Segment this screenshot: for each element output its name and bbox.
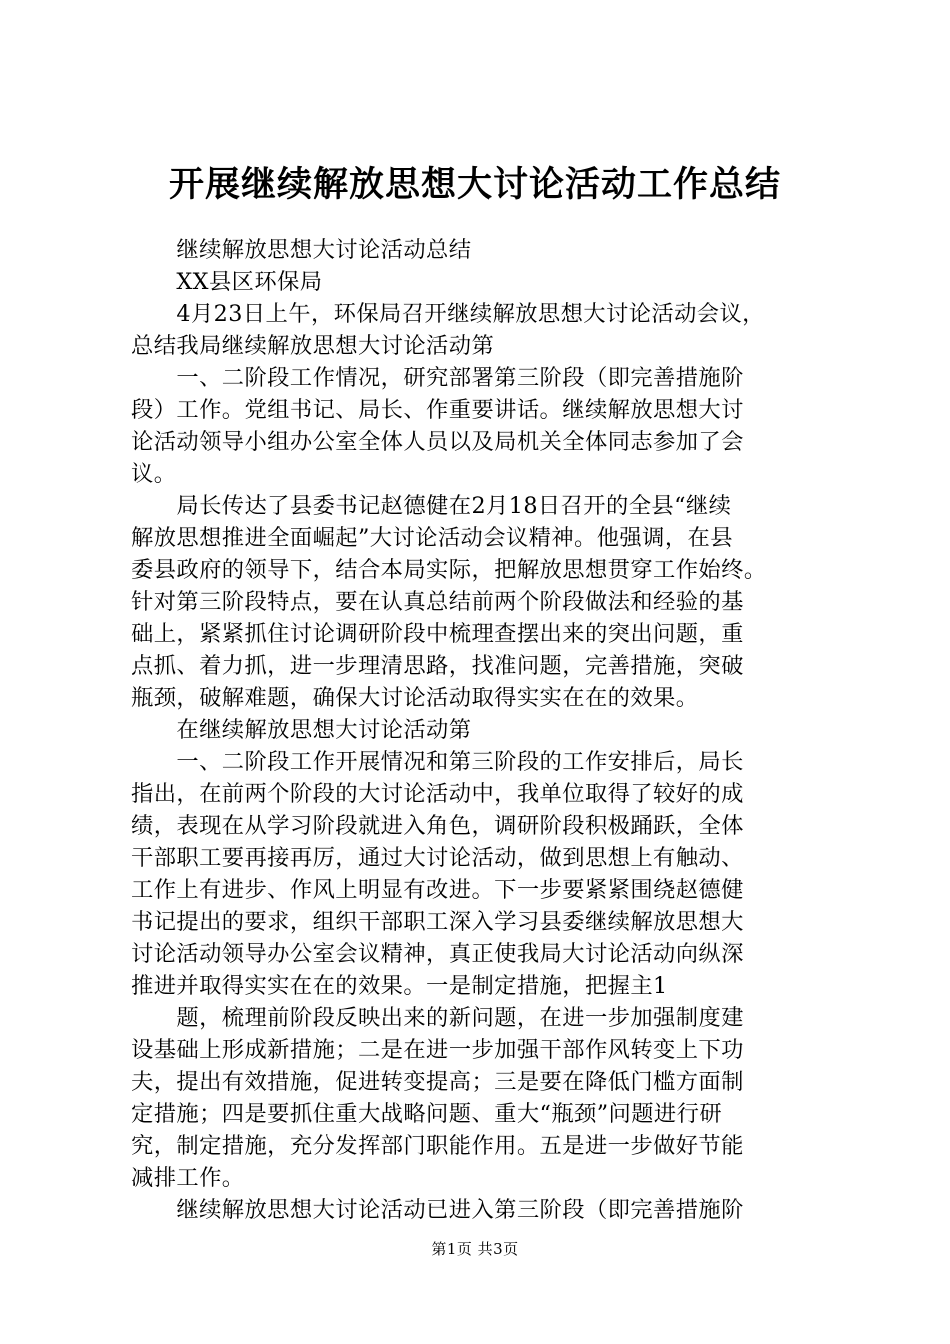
body-line: 绩，表现在从学习阶段就进入角色，调研阶段积极踊跃，全体 <box>131 813 744 839</box>
body-line: 4月23日上午，环保局召开继续解放思想大讨论活动会议， <box>131 301 765 327</box>
body-line: 论活动领导小组办公室全体人员以及局机关全体同志参加了会 <box>131 429 744 455</box>
body-line: 题，梳理前阶段反映出来的新问题，在进一步加强制度建 <box>131 1005 744 1031</box>
body-line: 讨论活动领导办公室会议精神，真正使我局大讨论活动向纵深 <box>131 941 744 967</box>
body-line: 针对第三阶段特点，要在认真总结前两个阶段做法和经验的基 <box>131 589 744 615</box>
body-line: 局长传达了县委书记赵德健在2月18日召开的全县“继续 <box>131 493 732 519</box>
page-footer: 第1页 共3页 <box>431 1240 519 1258</box>
body-line: 定措施；四是要抓住重大战略问题、重大“瓶颈”问题进行研 <box>131 1101 723 1127</box>
body-line: 指出，在前两个阶段的大讨论活动中，我单位取得了较好的成 <box>131 781 744 807</box>
body-line: 解放思想推进全面崛起”大讨论活动会议精神。他强调，在县 <box>131 525 733 551</box>
body-line: 瓶颈，破解难题，确保大讨论活动取得实实在在的效果。 <box>131 685 699 711</box>
body-line: 设基础上形成新措施；二是在进一步加强干部作风转变上下功 <box>131 1037 744 1063</box>
body-line: 点抓、着力抓，进一步理清思路，找准问题，完善措施，突破 <box>131 653 744 679</box>
body-line: 一、二阶段工作情况，研究部署第三阶段（即完善措施阶 <box>131 365 744 391</box>
body-line: 减排工作。 <box>131 1165 245 1191</box>
body-line: 继续解放思想大讨论活动已进入第三阶段（即完善措施阶 <box>131 1197 744 1223</box>
body-line: 委县政府的领导下，结合本局实际，把解放思想贯穿工作始终。 <box>131 557 767 583</box>
body-line: 继续解放思想大讨论活动总结 <box>131 237 472 263</box>
body-line: 推进并取得实实在在的效果。一是制定措施，把握主1 <box>131 973 668 999</box>
document-body <box>131 234 831 1226</box>
body-line: 究，制定措施，充分发挥部门职能作用。五是进一步做好节能 <box>131 1133 744 1159</box>
body-line: 书记提出的要求，组织干部职工深入学习县委继续解放思想大 <box>131 909 744 935</box>
body-line: 议。 <box>131 461 177 487</box>
body-line: 总结我局继续解放思想大讨论活动第 <box>131 333 495 359</box>
body-line: 夫，提出有效措施，促进转变提高；三是要在降低门槛方面制 <box>131 1069 744 1095</box>
body-line: 工作上有进步、作风上明显有改进。下一步要紧紧围绕赵德健 <box>131 877 744 903</box>
body-line: 一、二阶段工作开展情况和第三阶段的工作安排后，局长 <box>131 749 744 775</box>
body-line: 干部职工要再接再厉，通过大讨论活动，做到思想上有触动、 <box>131 845 744 871</box>
body-line: 在继续解放思想大讨论活动第 <box>131 717 472 743</box>
document-title: 开展继续解放思想大讨论活动工作总结 <box>168 164 781 205</box>
body-line: XX县区环保局 <box>131 269 323 295</box>
body-line: 段）工作。党组书记、局长、作重要讲话。继续解放思想大讨 <box>131 397 744 423</box>
body-line: 础上，紧紧抓住讨论调研阶段中梳理查摆出来的突出问题，重 <box>131 621 744 647</box>
